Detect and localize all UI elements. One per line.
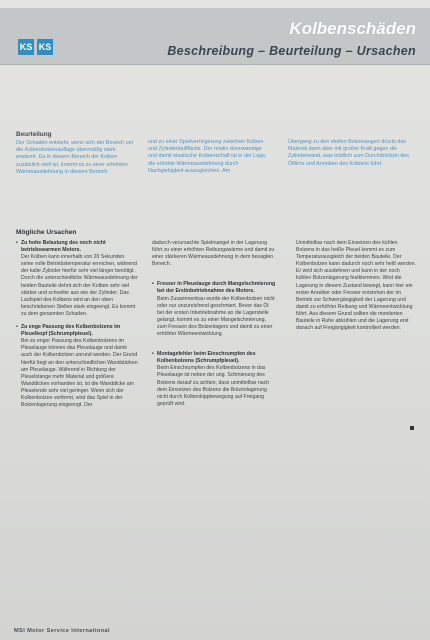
- beurteilung-text-1: Der Schaden entsteht, wenn sich der Bereich um die Kolbenbolzenauflage übermäßig stark erwärmt. Da in diesem Bereich der Kolben zusätzlich steif ist, kommt es zu einer erhöhten Wärmeausdehnung in diesem Bereich: [16, 140, 134, 175]
- cause-text: dadurch verursachte Spielmangel in der Lagerung führt zu einer erhöhten Reibungswärme und damit zu einer stärkeren Wärmeausdehnung in dem besagten Bereich.: [152, 240, 275, 268]
- beurteilung-column-2: [148, 139, 272, 175]
- cause-text: Bei zu enger Passung des Kolbenbolzens im Pleuelauge können das Pleuelauge und damit auch der Kolbenbolzen unrund werden. Der Grund hierfür liegt an den unterschiedlichen Wandstärken am Pleuelauge. Während in Richtung der Pleuelstange mehr Material und größere Wanddicken vorhanden ist, ist die Wanddicke am Pleuelende sehr viel geringer. Wenn sich der Kolbenbolzen verformt, wird das Spiel in der Bolzenlagerung eingeengt. Der: [21, 338, 138, 409]
- ursachen-heading: Mögliche Ursachen: [16, 229, 77, 236]
- ks-logo-icon: KS: [37, 39, 53, 55]
- ursachen-column-2: [152, 240, 276, 414]
- cause-item: [16, 324, 138, 409]
- header-banner: [0, 8, 430, 65]
- cause-text: Der Kolben kann innerhalb von 20 Sekunden seine volle Betriebstemperatur erreichen, während der kalte Zylinder hierfür sehr viel länger benötigt. Durch die unterschiedliche Wärmeausdehnung der beiden Bauteile dehnt sich der Kolben sehr viel stärker und schneller aus wie der Zylinder. Das Laufspiel des Kolbens wird an den oben beschriebenen Stellen stark eingeengt. Es kommt zu dem genannten Schaden.: [21, 254, 138, 317]
- cause-item: [16, 240, 138, 318]
- beurteilung-heading: Beurteilung: [16, 131, 52, 138]
- ks-logo-icon: KS: [18, 39, 34, 55]
- beurteilung-text-3: Übergang zu den steifen Bolzenaugen drückt das Material dann aber mit großer Kraft gegen die Zylinderwand, was letztlich zum Durchdrücken des Ölfilms und Anreiben des Kolbens führt.: [288, 139, 410, 167]
- end-of-article-icon: [410, 426, 414, 430]
- beurteilung-text-2: und zu einer Spielverringerung zwischen Kolben und Zylinderlauffläche. Der relativ dünnwandige und damit elastische Kolbenschaft ist in der Lage, die erhöhte Wärmeausdehnung durch Nachgiebigkeit auszugleichen. Am: [148, 139, 267, 174]
- cause-text: Beim Einschrumpfen des Kolbenbolzens in das Pleuelauge ist neben der ung. Schmierung des Bolzens darauf zu achten, dass unmittelbar nach dem Einsetzen des Bolzens die Bolzenlagerung nicht durch Kolbenkippbewegung auf Freigang geprüft wird.: [157, 365, 270, 407]
- bullet-icon: •: [152, 281, 154, 288]
- beurteilung-column-3: [288, 139, 414, 168]
- footer-text: MSI Motor Service International: [14, 628, 111, 634]
- bullet-icon: •: [16, 240, 18, 246]
- cause-item-continued: [152, 240, 276, 268]
- page-subtitle: Beschreibung – Beurteilung – Ursachen: [167, 44, 416, 58]
- ursachen-column-3: [296, 240, 416, 332]
- cause-item: [152, 351, 276, 408]
- bullet-icon: •: [152, 351, 154, 358]
- cause-heading: Zu hohe Belastung des noch nicht betriebswarmen Motors.: [21, 240, 106, 254]
- brand-logos: [18, 39, 53, 55]
- ursachen-column-1: [16, 240, 138, 415]
- cause-item: [152, 281, 276, 338]
- cause-text: Unmittelbar nach dem Einsetzen des kühlen Bolzens in das heiße Pleuel kommt es zum Temperaturausgleich der beiden Bauteile. Der Kolbenbolzen kann dadurch noch sehr heiß werden. Er wird sich ausdehnen und kann in der noch kühlen Bolzenlagerung festklemmen. Wird die Lagerung in diesem Zustand bewegt, kann hier ein erster Anreiber oder Fresser entstehen der im Betrieb zur Schwergängigkeit der Lagerung und damit zu erhöhter Reibung und Wärmeentwicklung führt. Aus diesem Grund sollten die montierten Bauteile in Ruhe abkühlen und die Lagerung erst danach auf Freigängigkeit kontrolliert werden.: [296, 240, 416, 332]
- page-title: Kolbenschäden: [289, 19, 416, 38]
- cause-heading: Montagefehler beim Einschrumpfen des Kolbenbolzens (Schrumpfpleuel).: [157, 351, 256, 365]
- cause-heading: Zu enge Passung des Kolbenbolzens im Pleuelkopf (Schrumpfpleuel).: [21, 324, 121, 338]
- beurteilung-column-1: [16, 131, 134, 176]
- cause-heading: Fresser in Pleuelauge durch Mangelschmierung bei der Erstinbetriebnahme des Motors.: [157, 281, 276, 295]
- cause-text: Beim Zusammenbau wurde der Kolbenbolzen nicht oder nur unzureichend geschmiert. Bevor das Öl bei der ersten Inbetriebnahme an die Lagerstelle gelangt, kommt es zu einer Mangelschmierung, zum Fressen des Bolzenlagers und damit zu einer erhöhter Wärmeentwicklung.: [157, 295, 275, 338]
- bullet-icon: •: [16, 324, 18, 331]
